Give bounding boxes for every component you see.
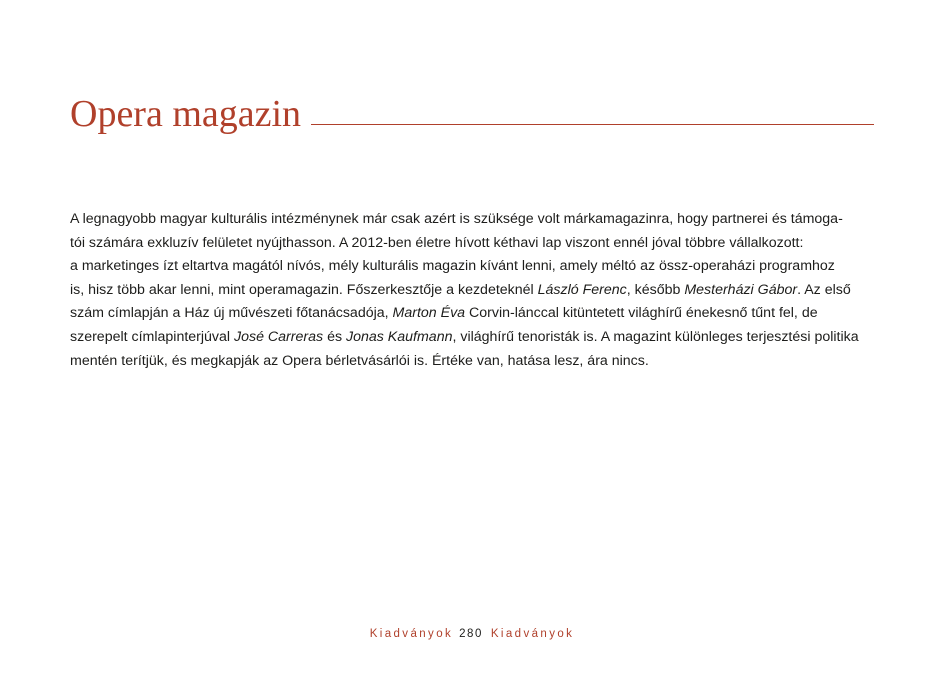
- text-run: szerepelt címlapinterjúval: [70, 328, 235, 345]
- person-name-mesterhazi-gabor: Mesterházi Gábor: [684, 281, 798, 298]
- text-run: tói számára exkluzív felületet nyújthasson. A 2012-ben életre hívott kéthavi lap viszont ennél jóval többre vállalkozott:: [70, 234, 804, 251]
- text-run: A legnagyobb magyar kulturális intézménynek már csak azért is szüksége volt márkamagazinra, hogy partnerei és támoga-: [70, 211, 843, 227]
- paragraph-line: [70, 326, 876, 350]
- text-run: mentén terítjük, és megkapják az Opera bérletvásárlói is. Értéke van, hatása lesz, ára nincs.: [70, 352, 649, 369]
- page-footer: [0, 626, 944, 642]
- person-name-marton-eva: Marton Éva: [392, 305, 466, 322]
- page-title: Opera magazin: [70, 93, 302, 135]
- paragraph-line: [70, 279, 876, 303]
- text-run: . Az első: [797, 281, 851, 298]
- text-run: és: [323, 328, 346, 345]
- text-run: a marketinges ízt eltartva magától nívós, mély kulturális magazin kívánt lenni, amely méltó az össz-operaházi programhoz: [70, 258, 835, 275]
- person-name-laszlo-ferenc: László Ferenc: [537, 281, 627, 298]
- person-name-jose-carreras: José Carreras: [234, 328, 324, 345]
- text-run: szám címlapján a Ház új művészeti főtanácsadója,: [70, 305, 393, 322]
- text-run: is, hisz több akar lenni, mint operamagazin. Főszerkesztője a kezdeteknél: [70, 281, 538, 298]
- text-run: , később: [626, 281, 685, 298]
- footer-section-left: Kiadványok: [369, 628, 454, 640]
- paragraph-line: [70, 208, 876, 232]
- person-name-jonas-kaufmann: Jonas Kaufmann: [346, 328, 453, 345]
- paragraph-line: [70, 232, 876, 256]
- title-rule: [311, 124, 874, 125]
- paragraph-line: [70, 255, 876, 279]
- footer-section-right: Kiadványok: [490, 628, 575, 640]
- body-paragraph: [70, 208, 876, 373]
- paragraph-line: [70, 302, 876, 326]
- text-run: , világhírű tenoristák is. A magazint különleges terjesztési politika: [452, 328, 859, 345]
- title-row: [70, 92, 874, 136]
- page-number: 280: [459, 628, 483, 640]
- paragraph-line: [70, 350, 876, 374]
- text-run: Corvin-lánccal kitüntetett világhírű énekesnő tűnt fel, de: [465, 305, 818, 322]
